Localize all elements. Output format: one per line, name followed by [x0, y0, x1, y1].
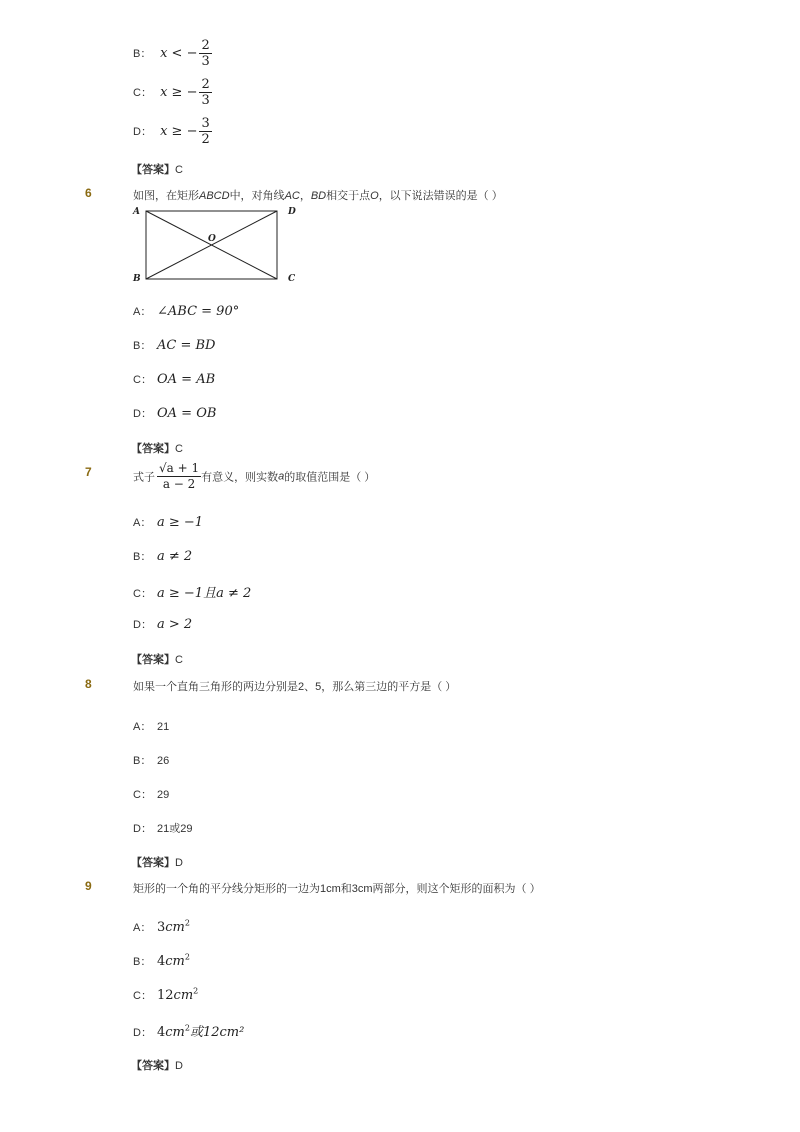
q8-stem: 如果一个直角三角形的两边分别是2、5，那么第三边的平方是（ ） [133, 681, 457, 693]
q6-option-a[interactable] [133, 303, 239, 319]
q7-option-b[interactable] [133, 548, 192, 564]
option-math [160, 77, 212, 108]
fraction [199, 38, 211, 69]
q9-option-a[interactable] [133, 919, 190, 935]
vertex-d: D [288, 207, 296, 217]
math-number: 4 [157, 1025, 166, 1040]
q8-option-a[interactable] [133, 718, 169, 734]
q5-option-d[interactable] [133, 116, 212, 147]
math-sign: − [186, 46, 198, 61]
option-text: 21或29 [157, 823, 193, 835]
option-label: C： [133, 588, 152, 600]
numerator: √a + 1 [159, 461, 200, 475]
q6-option-c[interactable] [133, 371, 215, 387]
center-o: O [208, 234, 216, 244]
answer-label: 【答案】 [131, 1060, 175, 1072]
math-lhs: x ≥ [160, 124, 183, 139]
option-label: B： [133, 755, 152, 767]
option-text: 21 [157, 721, 170, 733]
option-math: a ≥ −1 [157, 515, 204, 530]
stem-var: BD [310, 190, 327, 202]
answer-value: D [175, 1060, 183, 1072]
answer-value: C [175, 654, 183, 666]
q7-option-d[interactable] [133, 616, 192, 632]
q8-option-c[interactable] [133, 786, 169, 802]
option-label: B： [133, 956, 152, 969]
option-label: D： [133, 619, 152, 631]
option-label: A： [133, 517, 152, 529]
option-label: C： [133, 990, 152, 1003]
numerator: 3 [201, 116, 210, 131]
q6-answer [131, 440, 183, 456]
answer-value: C [175, 443, 183, 455]
option-label: A： [133, 306, 152, 318]
stem-text: ， [299, 190, 311, 202]
option-math [157, 920, 190, 935]
option-math: a ≠ 2 [157, 549, 193, 564]
option-label: C： [133, 789, 152, 801]
math-lhs: x < [160, 46, 183, 61]
option-math [157, 954, 190, 969]
q7-option-a[interactable] [133, 514, 203, 530]
option-label: D： [133, 1027, 152, 1039]
denominator: a − 2 [162, 477, 196, 491]
vertex-a: A [133, 207, 140, 217]
stem-text: 如图，在矩形 [133, 190, 199, 202]
q8-option-b[interactable] [133, 752, 169, 768]
option-math [160, 116, 212, 147]
math-unit: cm [173, 988, 194, 1004]
q7-number: 7 [85, 465, 92, 479]
q5-option-b[interactable] [133, 38, 212, 69]
numerator: 2 [201, 77, 210, 92]
stem-var: O [370, 190, 379, 202]
option-label: A： [133, 721, 152, 733]
option-math: OA = OB [157, 406, 217, 421]
denominator: 3 [201, 93, 210, 108]
math-exponent: 2 [184, 953, 190, 962]
math-exponent: 2 [193, 987, 199, 996]
math-number: 3 [157, 920, 166, 936]
vertex-c: C [288, 274, 296, 284]
option-math [157, 1025, 244, 1040]
q7-answer [131, 651, 183, 667]
stem-var: AC [284, 190, 300, 202]
answer-value: C [175, 164, 183, 176]
math-sign: − [186, 124, 198, 139]
option-label: B： [133, 551, 152, 563]
q9-option-d[interactable] [133, 1021, 244, 1040]
vertex-b: B [133, 274, 141, 284]
q9-answer [131, 1057, 183, 1073]
option-math [160, 38, 212, 69]
stem-text: 相交于点 [326, 190, 371, 202]
math-lhs: x ≥ [160, 85, 183, 100]
denominator: 2 [201, 132, 210, 147]
option-label: D： [133, 126, 152, 138]
denominator: 3 [201, 54, 210, 69]
math-exponent: 2 [184, 1023, 190, 1033]
numerator: 2 [201, 38, 210, 53]
option-label: D： [133, 823, 152, 835]
q6-number: 6 [85, 186, 92, 200]
answer-label: 【答案】 [131, 164, 175, 176]
q8-option-d[interactable] [133, 820, 192, 836]
stem-var: a [278, 470, 285, 483]
q6-stem [133, 187, 503, 203]
math-sign: − [186, 85, 198, 100]
answer-value: D [175, 857, 183, 869]
q9-number: 9 [85, 879, 92, 893]
q7-option-c[interactable] [133, 582, 251, 601]
math-number: 12 [157, 988, 174, 1004]
option-math: ∠ABC = 90° [157, 304, 240, 319]
fraction [199, 116, 211, 147]
math-extra: 或12cm² [189, 1025, 245, 1040]
q6-option-b[interactable] [133, 337, 215, 353]
option-text: 29 [157, 789, 170, 801]
math-exponent: 2 [184, 919, 190, 928]
math-unit: cm [165, 1025, 185, 1040]
math-unit: cm [165, 954, 185, 970]
q8-number: 8 [85, 677, 92, 691]
q9-option-b[interactable] [133, 953, 190, 969]
option-label: B： [133, 340, 152, 352]
answer-label: 【答案】 [131, 443, 175, 455]
q9-stem: 矩形的一个角的平分线分矩形的一边为1cm和3cm两部分，则这个矩形的面积为（ ） [133, 883, 541, 895]
q8-answer [131, 854, 183, 870]
stem-text: 有意义，则实数 [201, 471, 279, 484]
option-math [157, 988, 198, 1003]
answer-label: 【答案】 [131, 857, 175, 869]
option-math: OA = AB [157, 372, 216, 387]
stem-text: 中，对角线 [229, 190, 285, 202]
q7-stem [133, 461, 375, 492]
option-label: A： [133, 922, 152, 935]
option-math: a > 2 [157, 617, 193, 632]
q6-rectangle-figure [130, 203, 305, 285]
option-math: AC = BD [157, 338, 216, 353]
option-text: 26 [157, 755, 170, 767]
option-math: a ≥ −1且a ≠ 2 [157, 586, 252, 601]
fraction [157, 461, 201, 492]
answer-label: 【答案】 [131, 654, 175, 666]
option-label: C： [133, 374, 152, 386]
math-unit: cm [165, 920, 185, 936]
q5-option-c[interactable] [133, 77, 212, 108]
math-number: 4 [157, 954, 166, 970]
fraction [199, 77, 211, 108]
option-label: C： [133, 87, 152, 99]
stem-text: 式子 [133, 471, 155, 484]
stem-text: ，以下说法错误的是（ ） [378, 190, 503, 202]
q5-answer [131, 161, 183, 177]
option-label: D： [133, 408, 152, 420]
stem-text: 的取值范围是（ ） [284, 471, 376, 484]
stem-var: ABCD [199, 190, 230, 202]
q9-option-c[interactable] [133, 987, 198, 1003]
option-label: B： [133, 48, 152, 60]
q6-option-d[interactable] [133, 405, 216, 421]
